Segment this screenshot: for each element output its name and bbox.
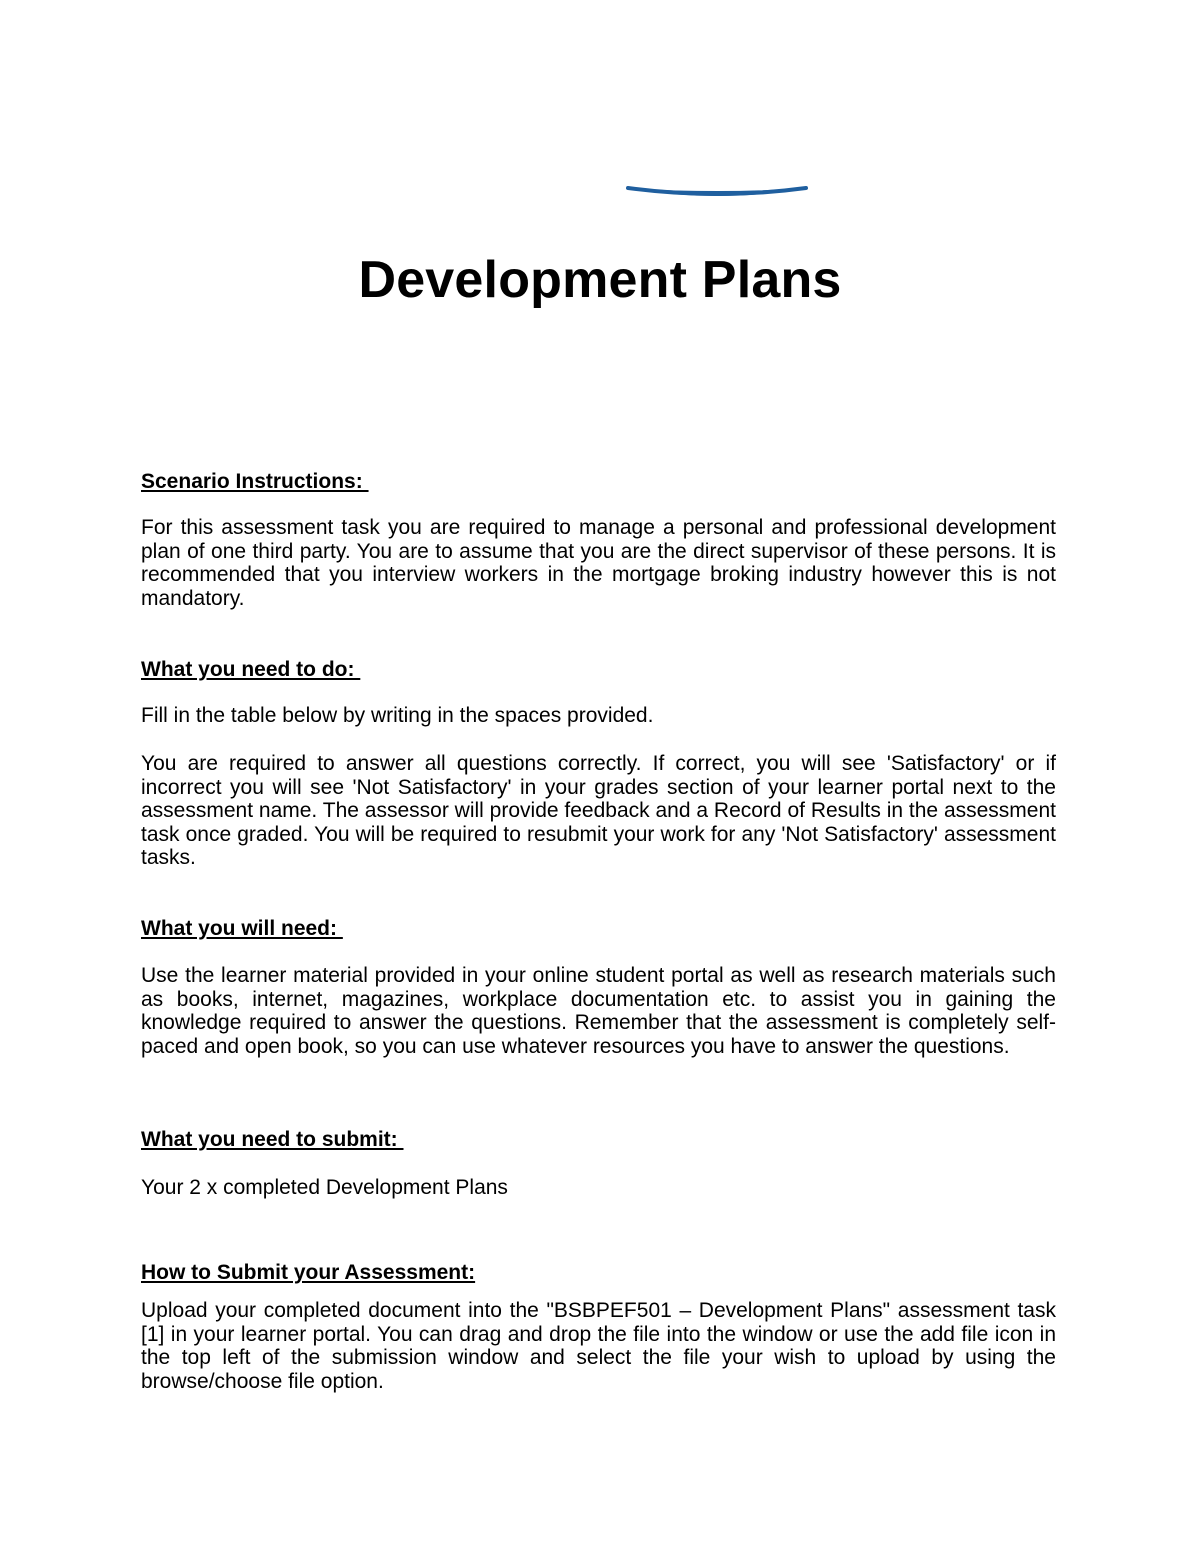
scenario-heading: Scenario Instructions:	[141, 470, 369, 493]
what-you-need-paragraph: Use the learner material provided in your online student portal as well as research materials such as books, internet, magazines, workplace documentation etc. to assist you in gaining the knowledge required to answer the questions. Remember that the assessment is completely self-paced and open book, so you can use whatever resources you have to answer the questions.	[141, 964, 1056, 1058]
page-title: Development Plans	[358, 251, 842, 309]
scenario-paragraph: For this assessment task you are required to manage a personal and professional development plan of one third party. You are to assume that you are the direct supervisor of these persons. It is recommended that you interview workers in the mortgage broking industry however this is not mandatory.	[141, 516, 1056, 610]
how-to-submit-paragraph: Upload your completed document into the "BSBPEF501 – Development Plans" assessment task [1] in your learner portal. You can drag and drop the file into the window or use the add file icon in the top left of the submission window and select the file your wish to upload by using the browse/choose file option.	[141, 1299, 1056, 1393]
logo-swoosh-icon	[624, 184, 810, 202]
submit-paragraph: Your 2 x completed Development Plans	[141, 1176, 508, 1199]
what-you-need-heading: What you will need:	[141, 917, 343, 940]
how-to-submit-heading: How to Submit your Assessment:	[141, 1261, 476, 1284]
what-to-do-paragraph-2: You are required to answer all questions correctly. If correct, you will see 'Satisfactory' or if incorrect you will see 'Not Satisfactory' in your grades section of your learner portal next to the assessment name. The assessor will provide feedback and a Record of Results in the assessment task once graded. You will be required to resubmit your work for any 'Not Satisfactory' assessment tasks.	[141, 752, 1056, 869]
submit-heading: What you need to submit:	[141, 1128, 404, 1151]
what-to-do-heading: What you need to do:	[141, 658, 361, 681]
what-to-do-paragraph-1: Fill in the table below by writing in the spaces provided.	[141, 704, 654, 727]
